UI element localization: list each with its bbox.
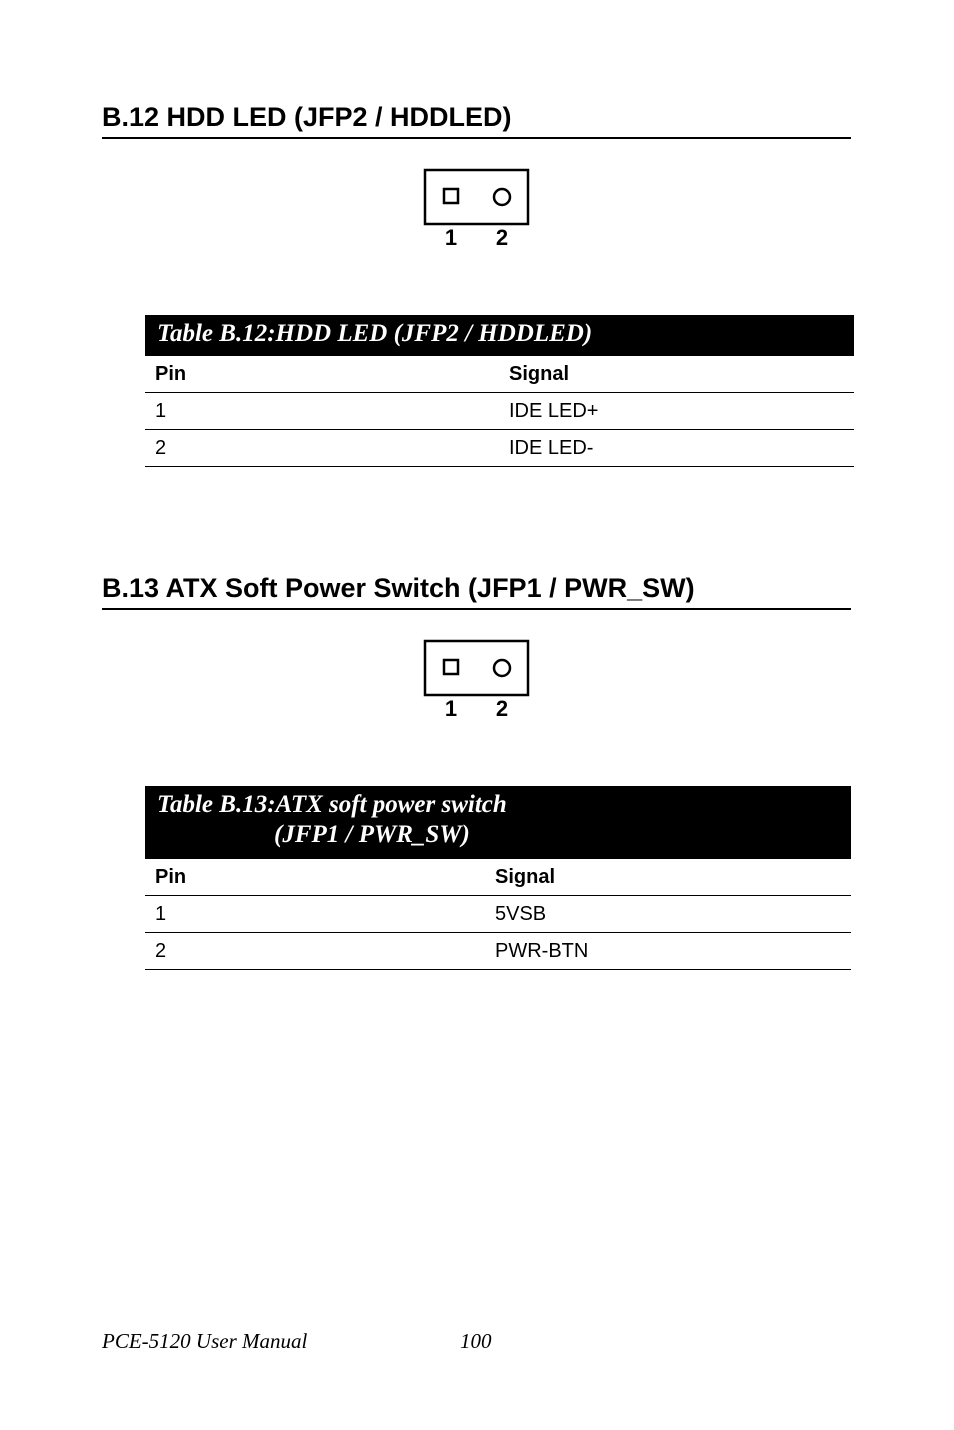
signal-cell: PWR-BTN — [495, 939, 589, 962]
footer-page-number: 100 — [460, 1329, 492, 1353]
pin-cell: 2 — [155, 939, 167, 962]
connector-body — [425, 170, 528, 224]
pin-cell: 1 — [155, 902, 167, 925]
pin-cell: 1 — [155, 399, 167, 422]
pin-label-2: 2 — [495, 225, 509, 250]
table-caption — [145, 315, 854, 356]
pin-label-1: 1 — [444, 225, 458, 250]
table-row — [145, 393, 854, 430]
table-header-row — [145, 356, 854, 393]
pin-1-square — [444, 189, 458, 203]
pin-cell: 2 — [155, 436, 167, 459]
pin-1-square — [444, 660, 458, 674]
table-caption-line: (JFP1 / PWR_SW) — [274, 821, 470, 848]
jumper-diagram-jfp1 — [420, 636, 540, 726]
jumper-diagram-jfp2 — [420, 165, 540, 255]
column-header-signal: Signal — [495, 865, 556, 888]
column-header-pin: Pin — [155, 362, 187, 385]
section-heading-b13: B.13 ATX Soft Power Switch (JFP1 / PWR_SW) — [102, 572, 851, 610]
table-b13 — [145, 786, 851, 970]
table-row — [145, 933, 851, 970]
table-caption-line: Table B.13:ATX soft power switch — [157, 791, 507, 818]
signal-cell: 5VSB — [495, 902, 547, 925]
column-header-signal: Signal — [509, 362, 570, 385]
pin-2-circle — [494, 189, 510, 205]
signal-cell: IDE LED- — [509, 436, 594, 459]
pin-2-circle — [494, 660, 510, 676]
table-caption-line: Table B.12:HDD LED (JFP2 / HDDLED) — [157, 320, 593, 347]
table-row — [145, 896, 851, 933]
table-header-row — [145, 859, 851, 896]
table-b12 — [145, 315, 854, 467]
pin-label-1: 1 — [444, 696, 458, 721]
section-heading-b12: B.12 HDD LED (JFP2 / HDDLED) — [102, 101, 851, 139]
column-header-pin: Pin — [155, 865, 187, 888]
connector-body — [425, 641, 528, 695]
pin-label-2: 2 — [495, 696, 509, 721]
signal-cell: IDE LED+ — [509, 399, 599, 422]
footer-manual-title: PCE-5120 User Manual — [102, 1329, 308, 1353]
table-row — [145, 430, 854, 467]
table-caption — [145, 786, 851, 859]
